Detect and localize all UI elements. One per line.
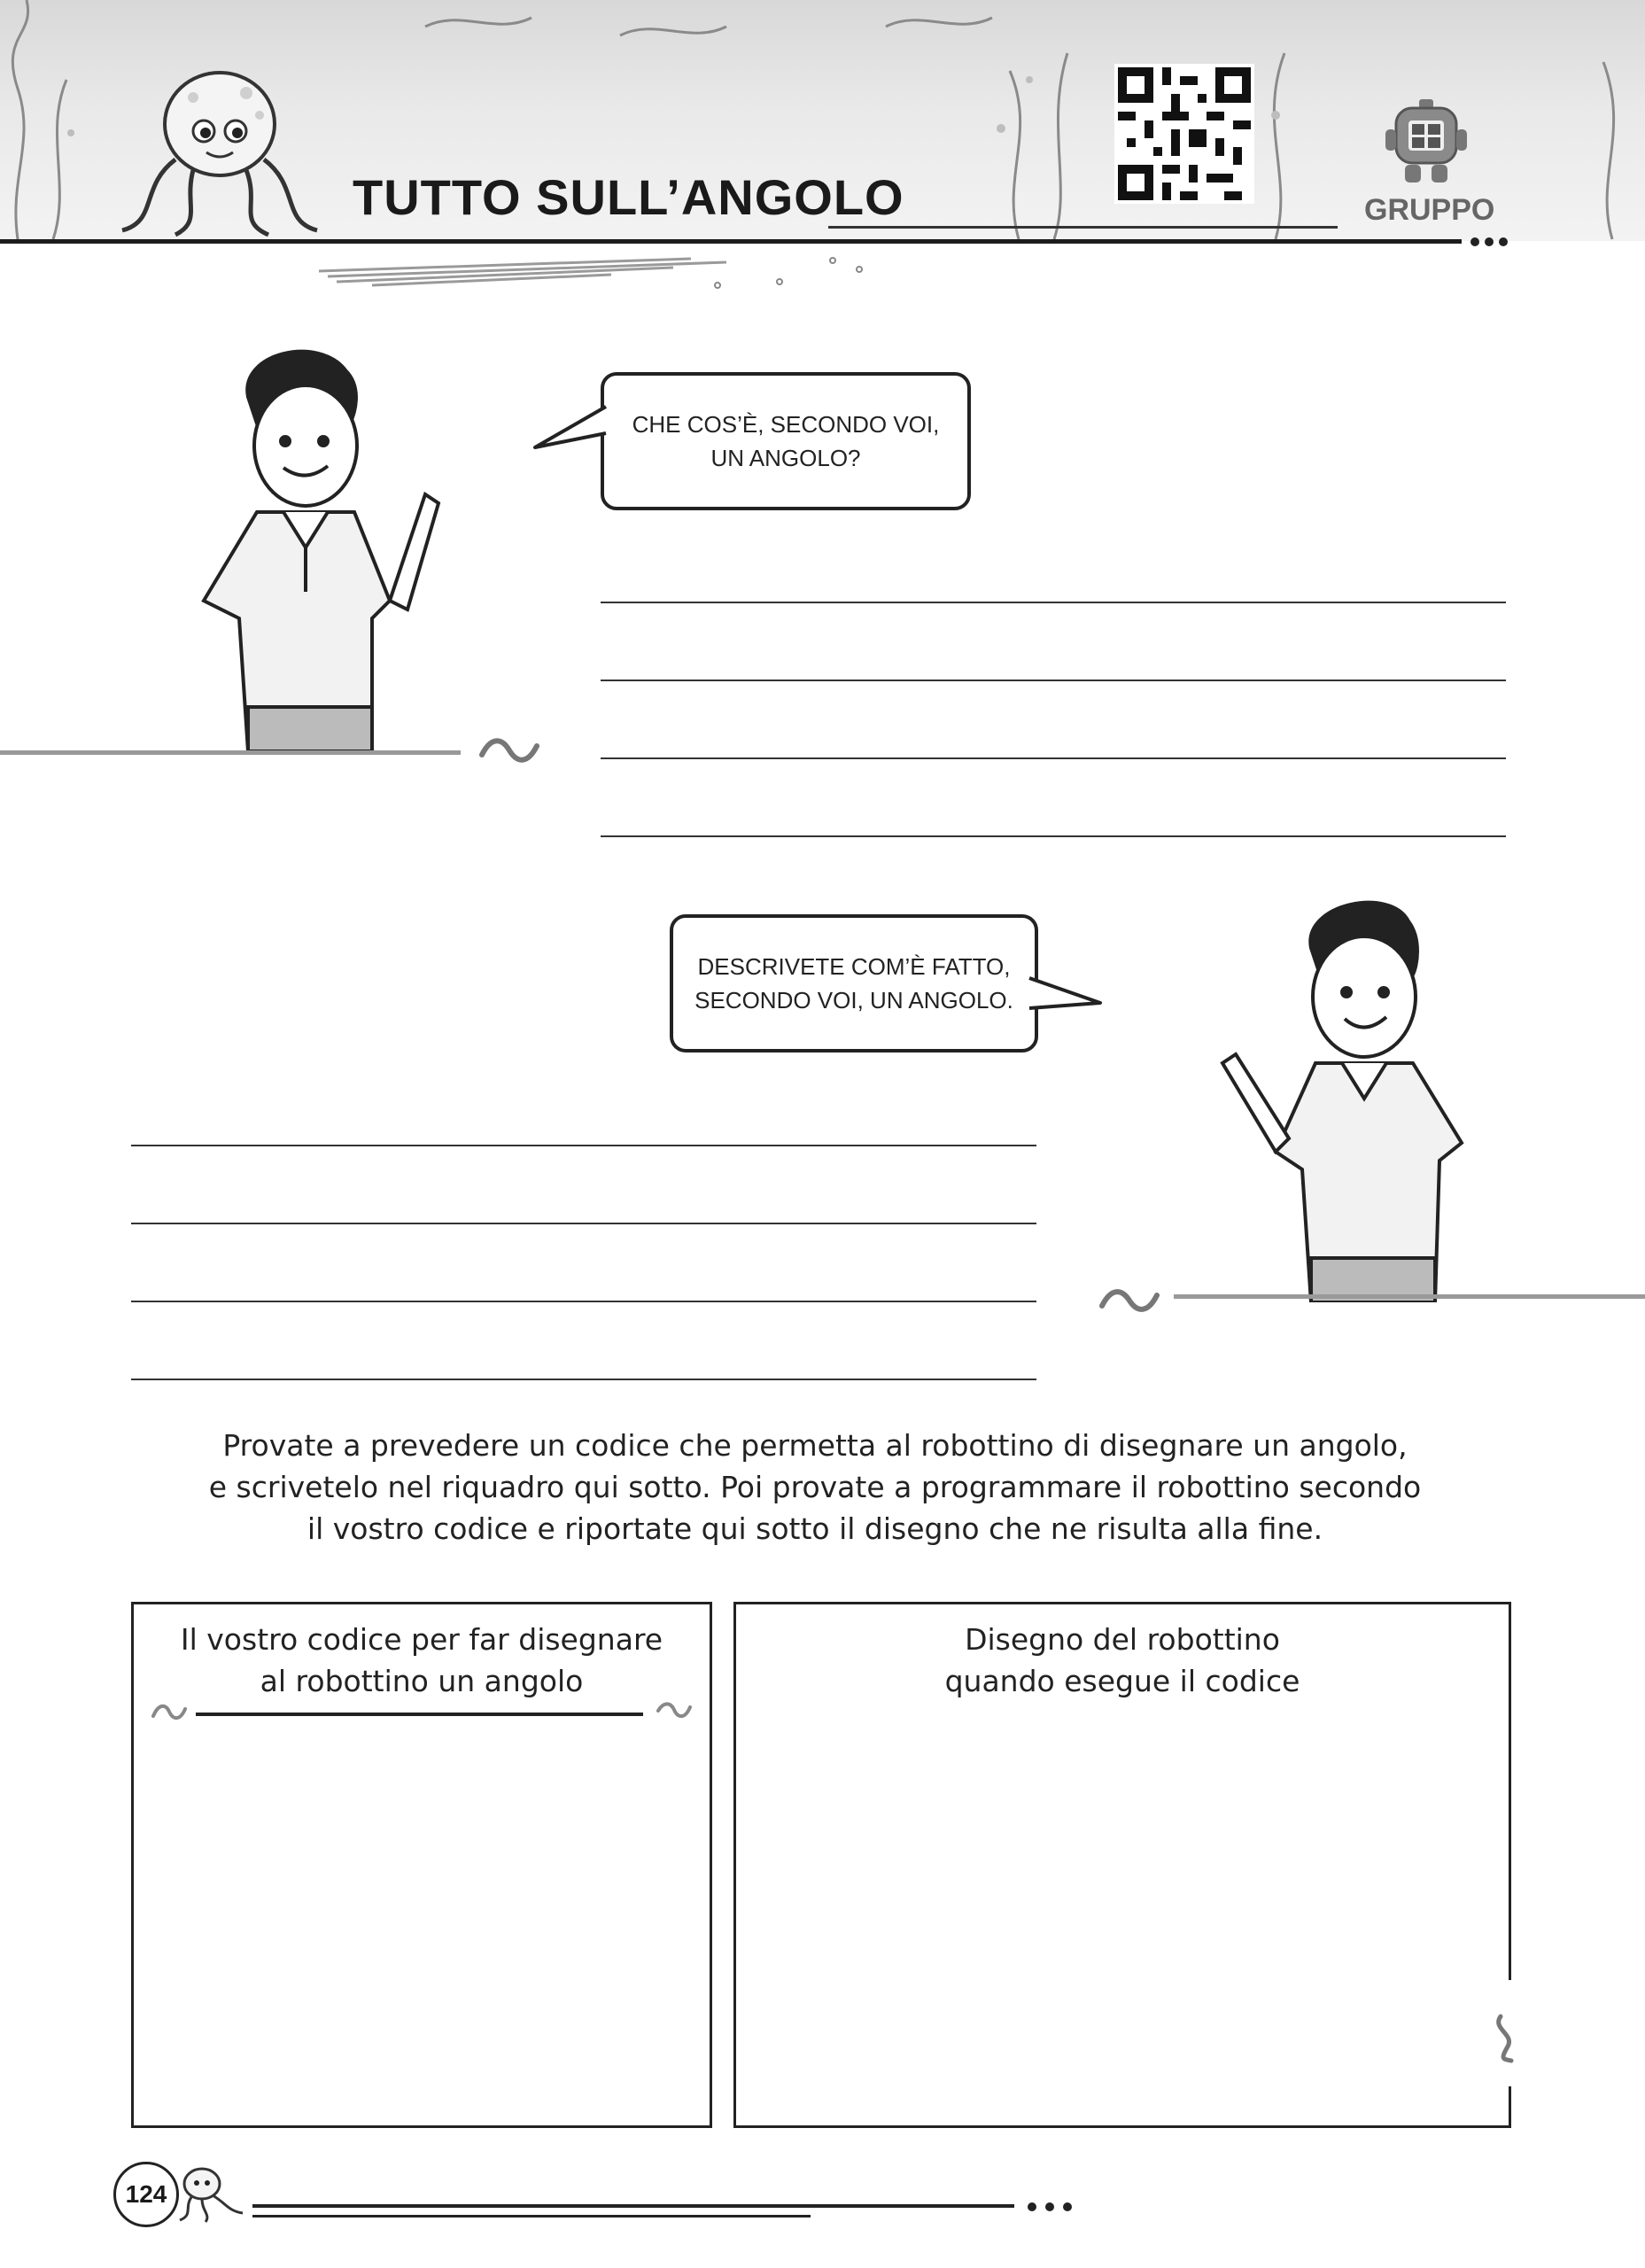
wave-decoration (1488, 2011, 1524, 2064)
octopus-mascot-illustration (105, 53, 335, 239)
bubble-text-line: UN ANGOLO? (710, 445, 861, 471)
drawing-box-title-line: quando esegue il codice (944, 1664, 1300, 1698)
instructions-line: il vostro codice e riportate qui sotto il disegno che ne risulta alla fine. (306, 1511, 1323, 1546)
decorative-dot (1499, 237, 1508, 246)
answer-line[interactable] (601, 680, 1506, 681)
code-box-title-line: Il vostro codice per far disegnare (180, 1622, 663, 1657)
bubble-text-line: SECONDO VOI, UN ANGOLO. (694, 987, 1013, 1014)
wave-decoration (478, 735, 540, 766)
drawing-answer-box[interactable] (733, 1602, 1511, 2128)
answer-line[interactable] (601, 757, 1506, 759)
footer-rule (252, 2204, 1014, 2208)
decorative-dot (1045, 2202, 1054, 2211)
qr-code-icon[interactable] (1114, 64, 1254, 204)
decorative-dot (1063, 2202, 1072, 2211)
wave-decoration (1098, 1283, 1160, 1314)
speech-bubble-tail (532, 403, 611, 456)
code-box-title-underline (196, 1713, 643, 1716)
speech-bubble-prompt (670, 914, 1038, 1052)
answer-line[interactable] (601, 602, 1506, 603)
decorative-dot (1470, 237, 1479, 246)
instructions-paragraph (177, 1425, 1453, 1550)
wave-decoration (655, 1700, 694, 1723)
wave-decoration (150, 1700, 189, 1723)
code-box-title-line: al robottino un angolo (260, 1664, 584, 1698)
decorative-dot (1028, 2202, 1036, 2211)
floor-line (0, 750, 461, 755)
answer-line[interactable] (601, 835, 1506, 837)
instructions-line: e scrivetelo nel riquadro qui sotto. Poi provate a programmare il robottino secondo (208, 1470, 1422, 1504)
footer-rule (252, 2215, 811, 2218)
drawing-box-title-line: Disegno del robottino (965, 1622, 1280, 1657)
page-title: TUTTO SULL’ANGOLO (353, 169, 904, 225)
header-rule (0, 239, 1462, 244)
title-underline (828, 226, 1338, 229)
code-answer-box[interactable] (131, 1602, 712, 2128)
code-box-title (134, 1619, 710, 1702)
group-badge-label: GRUPPO (1364, 193, 1495, 227)
teacher-illustration-pointing (186, 335, 505, 751)
drawing-box-title (736, 1619, 1509, 1702)
answer-line[interactable] (131, 1301, 1036, 1302)
teacher-illustration-gesturing (1187, 886, 1506, 1302)
answer-line[interactable] (131, 1145, 1036, 1146)
answer-line[interactable] (131, 1379, 1036, 1380)
bubble-text-line: DESCRIVETE COM’È FATTO, (697, 953, 1011, 980)
brush-stroke-decoration (319, 255, 868, 291)
decorative-dot (1485, 237, 1494, 246)
instructions-line: Provate a prevedere un codice che permetta al robottino di disegnare un angolo, (222, 1428, 1408, 1463)
page-number: 124 (125, 2180, 167, 2208)
speech-bubble-tail (1026, 973, 1106, 1017)
octopus-mascot-icon (167, 2162, 246, 2224)
bubble-text-line: CHE COS’È, SECONDO VOI, (632, 411, 940, 438)
answer-line[interactable] (131, 1223, 1036, 1224)
speech-bubble-question (601, 372, 971, 510)
floor-line (1174, 1294, 1645, 1299)
robot-icon (1384, 97, 1469, 186)
